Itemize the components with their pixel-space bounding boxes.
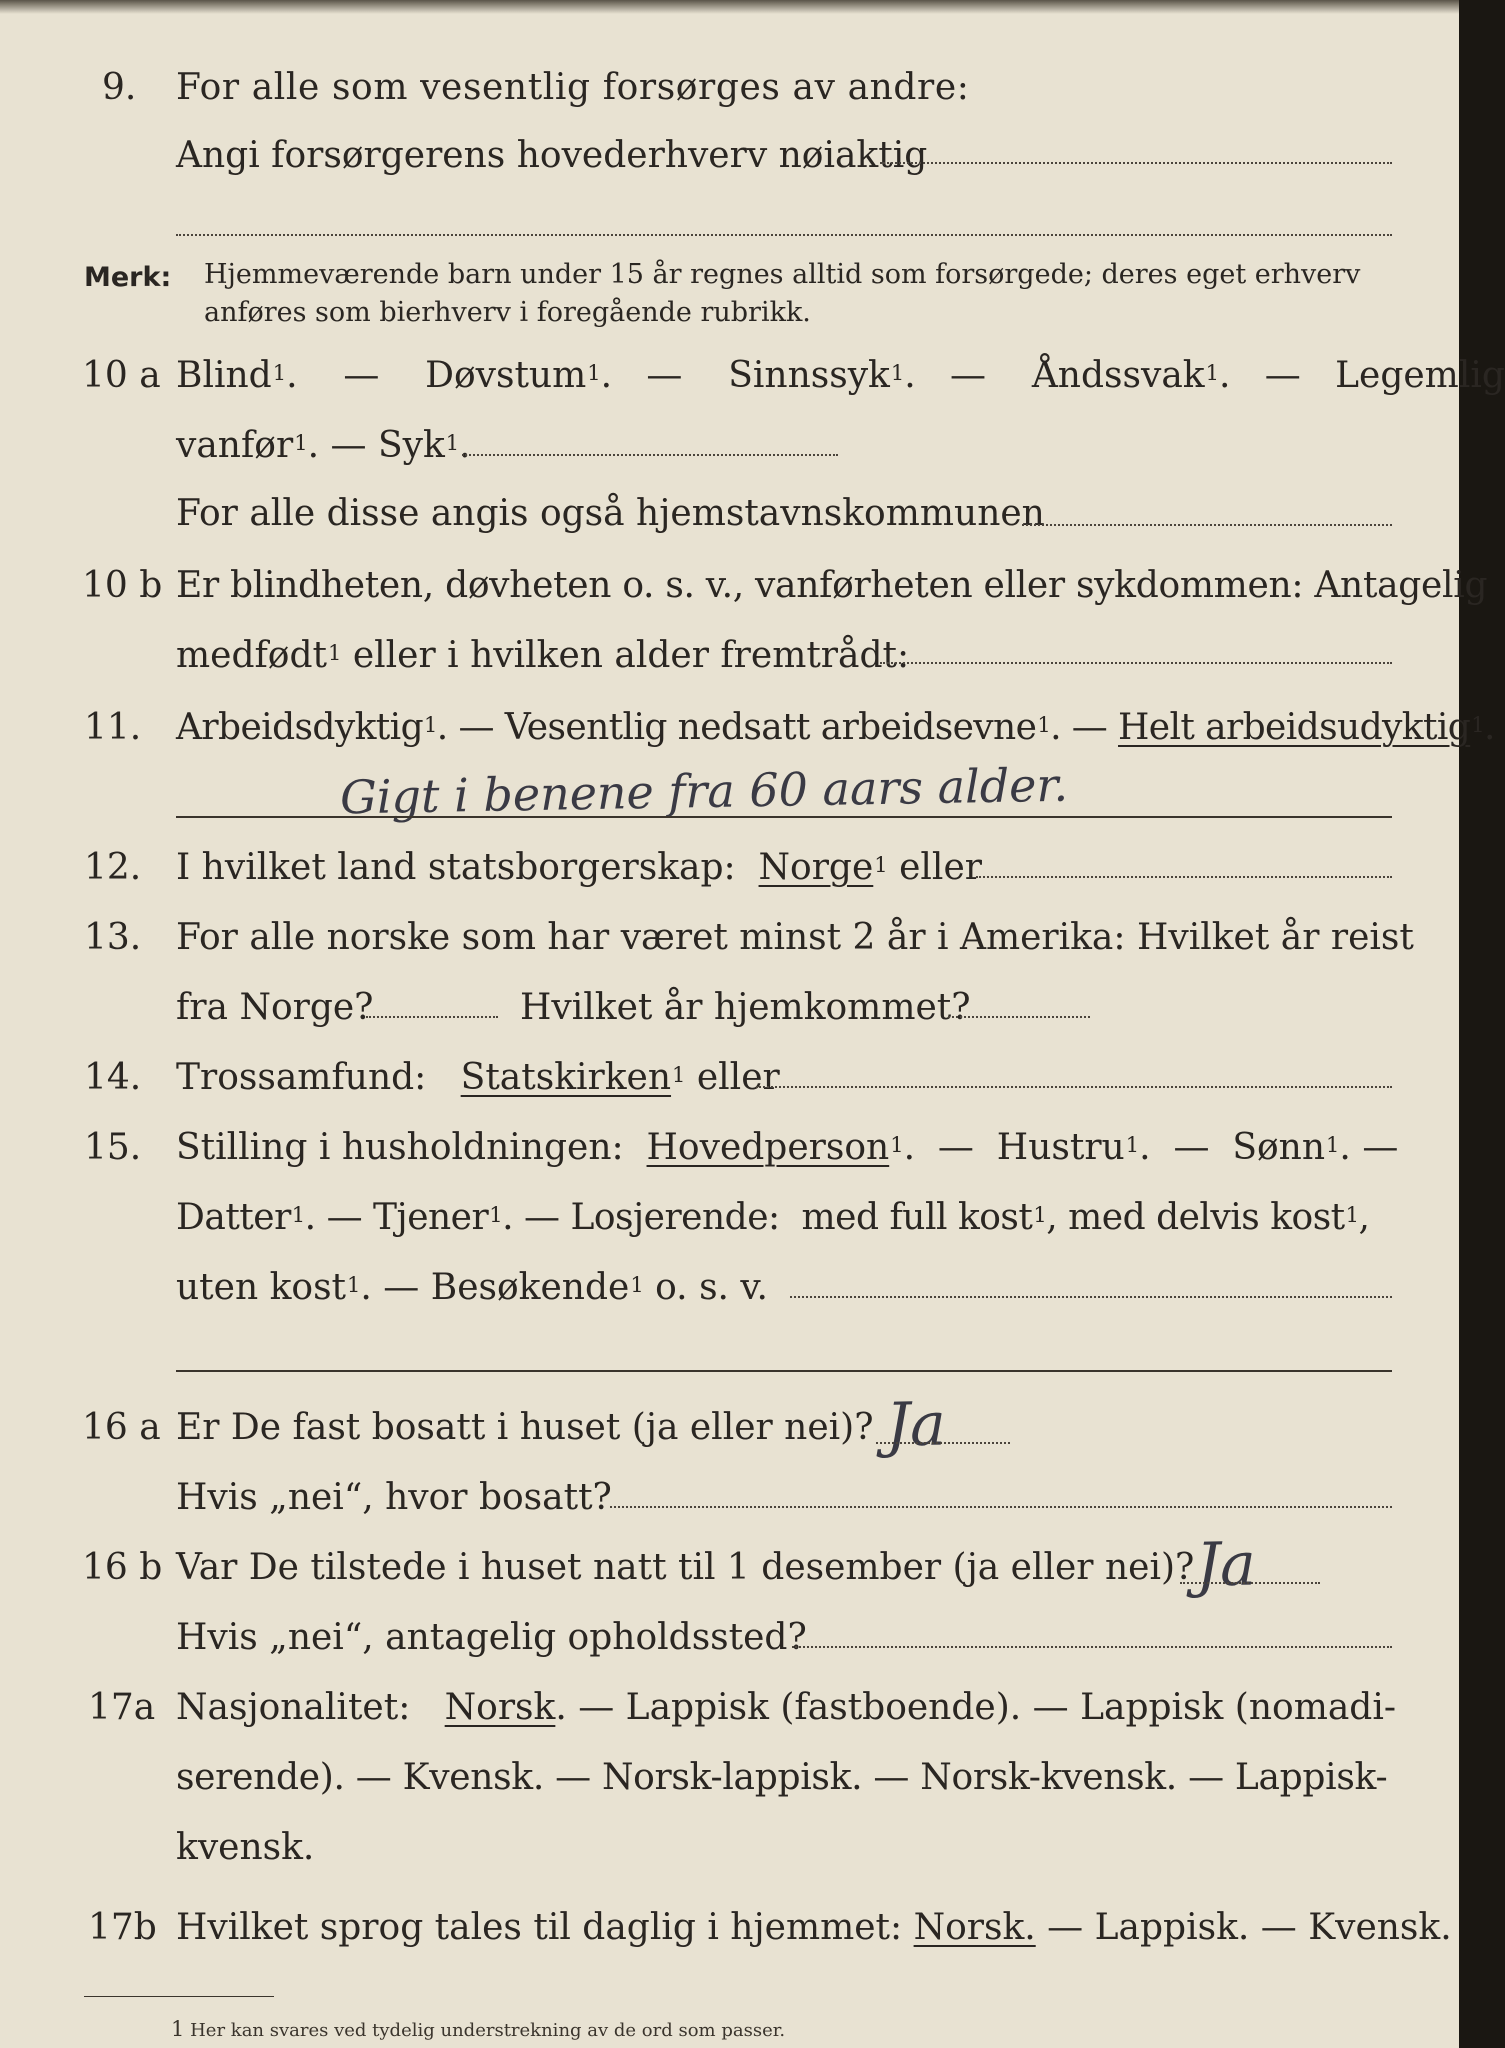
option-helt-arbeidsudyktig: Helt arbeidsudyktig <box>1118 707 1471 748</box>
option-uten-kost: uten kost <box>176 1267 347 1308</box>
q16b-opholdssted-line <box>792 1646 1392 1648</box>
q15-line2: Datter$^1$. — Tjener$^1$. — Losjerende: med full kost$^1$, med delvis kost$^1$, <box>176 1197 1370 1238</box>
merk-label: Merk: <box>84 262 172 293</box>
question-number-10b: 10 b <box>82 565 163 606</box>
question-number-9: 9. <box>102 67 137 108</box>
option-andssvak: Åndssvak <box>1031 355 1205 396</box>
question-number-16a: 16 a <box>82 1407 161 1448</box>
q9-line1: For alle som vesentlig forsørges av andre: <box>176 67 970 108</box>
q17b-line: Hvilket sprog tales til daglig i hjemmet: Norsk. — Lappisk. — Kvensk. <box>176 1907 1452 1948</box>
q15-answer-line-2 <box>176 1370 1392 1372</box>
question-number-16b: 16 b <box>82 1547 163 1588</box>
q16b-line1: Var De tilstede i huset natt til 1 desember (ja eller nei)? <box>176 1547 1195 1588</box>
option-besokende: Besøkende <box>430 1267 630 1308</box>
option-norsk-sprog: Norsk. <box>913 1907 1036 1948</box>
option-legemlig: Legemlig <box>1335 355 1505 396</box>
question-number-13: 13. <box>84 917 142 958</box>
q14-line: Trossamfund: Statskirken$^1$ eller <box>176 1057 780 1098</box>
option-medfodt: medfødt <box>176 635 327 676</box>
question-number-11: 11. <box>84 707 142 748</box>
q16a-bosatt-line <box>610 1506 1392 1508</box>
q10b-line2: medfødt$^1$ eller i hvilken alder fremtrådt: <box>176 635 910 676</box>
q13-line1: For alle norske som har været minst 2 år i Amerika: Hvilket år reist <box>176 917 1414 958</box>
q13-reist-line <box>366 1016 498 1018</box>
q13-hjemkommet: Hvilket år hjemkommet? <box>520 987 971 1028</box>
q11-answer-line <box>176 816 1392 818</box>
q9-line2: Angi forsørgerens hovederhverv nøiaktig <box>176 135 928 176</box>
q16b-line2: Hvis „nei“, antagelig opholdssted? <box>176 1617 807 1658</box>
q16a-handwritten-answer: Ja <box>885 1389 947 1461</box>
q10a-answer-line <box>462 454 838 456</box>
q9-answer-line <box>880 162 1392 164</box>
q16b-answer-line <box>1180 1582 1320 1584</box>
question-number-17b: 17b <box>88 1907 157 1948</box>
q12-answer-line <box>976 876 1392 878</box>
question-number-12: 12. <box>84 847 142 888</box>
question-number-17a: 17a <box>88 1687 156 1728</box>
q15-line1: Stilling i husholdningen: Hovedperson$^1$. — Hustru$^1$. — Sønn$^1$. — <box>176 1127 1399 1168</box>
option-delvis-kost: med delvis kost <box>1068 1197 1345 1238</box>
option-arbeidsdyktig: Arbeidsdyktig <box>176 707 424 748</box>
q16b-handwritten-answer: Ja <box>1195 1529 1257 1601</box>
option-vanfor: vanfør <box>176 425 294 466</box>
footnote-rule <box>84 1996 274 1997</box>
option-norsk: Norsk <box>444 1687 556 1728</box>
q12-line: I hvilket land statsborgerskap: Norge$^1$ eller <box>176 847 982 888</box>
option-sonn: Sønn <box>1232 1127 1326 1168</box>
option-statskirken: Statskirken <box>460 1057 672 1098</box>
q10a-hjemstavn-line <box>1022 524 1392 526</box>
q10b-line1: Er blindheten, døvheten o. s. v., vanførheten eller sykdommen: Antagelig <box>176 565 1488 606</box>
q11-line1: Arbeidsdyktig$^1$. — Vesentlig nedsatt arbeidsevne$^1$. — Helt arbeidsudyktig$^1$. <box>176 707 1495 748</box>
option-hustru: Hustru <box>996 1127 1125 1168</box>
option-datter: Datter <box>176 1197 291 1238</box>
option-tjener: Tjener <box>373 1197 489 1238</box>
option-vesentlig-nedsatt: Vesentlig nedsatt arbeidsevne <box>504 707 1037 748</box>
q13-fra-norge: fra Norge? <box>176 987 374 1028</box>
option-norge: Norge <box>758 847 874 888</box>
question-number-10a: 10 a <box>82 355 161 396</box>
merk-line2: anføres som bierhverv i foregående rubrikk. <box>204 297 811 328</box>
option-syk: Syk <box>377 425 445 466</box>
q15-line3: uten kost$^1$. — Besøkende$^1$ o. s. v. <box>176 1267 768 1308</box>
q17a-line1: Nasjonalitet: Norsk. — Lappisk (fastboende). — Lappisk (nomadi- <box>176 1687 1397 1728</box>
q13-hjemkommet-line <box>948 1016 1090 1018</box>
q14-answer-line <box>756 1086 1392 1088</box>
q10a-line1: Blind$^1$. — Døvstum$^1$. — Sinnssyk$^1$. — Åndssvak$^1$. — Legemlig <box>176 355 1505 396</box>
merk-line1: Hjemmeværende barn under 15 år regnes alltid som forsørgede; deres eget erhverv <box>204 259 1361 290</box>
question-number-14: 14. <box>84 1057 142 1098</box>
footnote: 1 Her kan svares ved tydelig understrekning av de ord som passer. <box>171 2017 786 2041</box>
question-number-15: 15. <box>84 1127 142 1168</box>
q16a-line1: Er De fast bosatt i huset (ja eller nei)? <box>176 1407 874 1448</box>
q10a-line3: For alle disse angis også hjemstavnskommunen <box>176 493 1045 534</box>
option-full-kost: med full kost <box>801 1197 1033 1238</box>
option-hovedperson: Hovedperson <box>646 1127 890 1168</box>
option-blind: Blind <box>176 355 272 396</box>
option-sinnssyk: Sinnssyk <box>728 355 890 396</box>
q16a-line2: Hvis „nei“, hvor bosatt? <box>176 1477 612 1518</box>
q17a-line2: serende). — Kvensk. — Norsk-lappisk. — Norsk-kvensk. — Lappisk- <box>176 1757 1388 1798</box>
q17a-line3: kvensk. <box>176 1827 315 1868</box>
q10a-line2: vanfør$^1$. — Syk$^1$. <box>176 425 471 466</box>
q10b-answer-line <box>880 662 1392 664</box>
q15-answer-line <box>790 1296 1392 1298</box>
option-dovstum: Døvstum <box>425 355 587 396</box>
q11-handwritten-answer: Gigt i benene fra 60 aars alder. <box>339 757 1069 825</box>
q9-answer-line-2 <box>176 234 1392 236</box>
q16a-answer-line <box>876 1442 1010 1444</box>
